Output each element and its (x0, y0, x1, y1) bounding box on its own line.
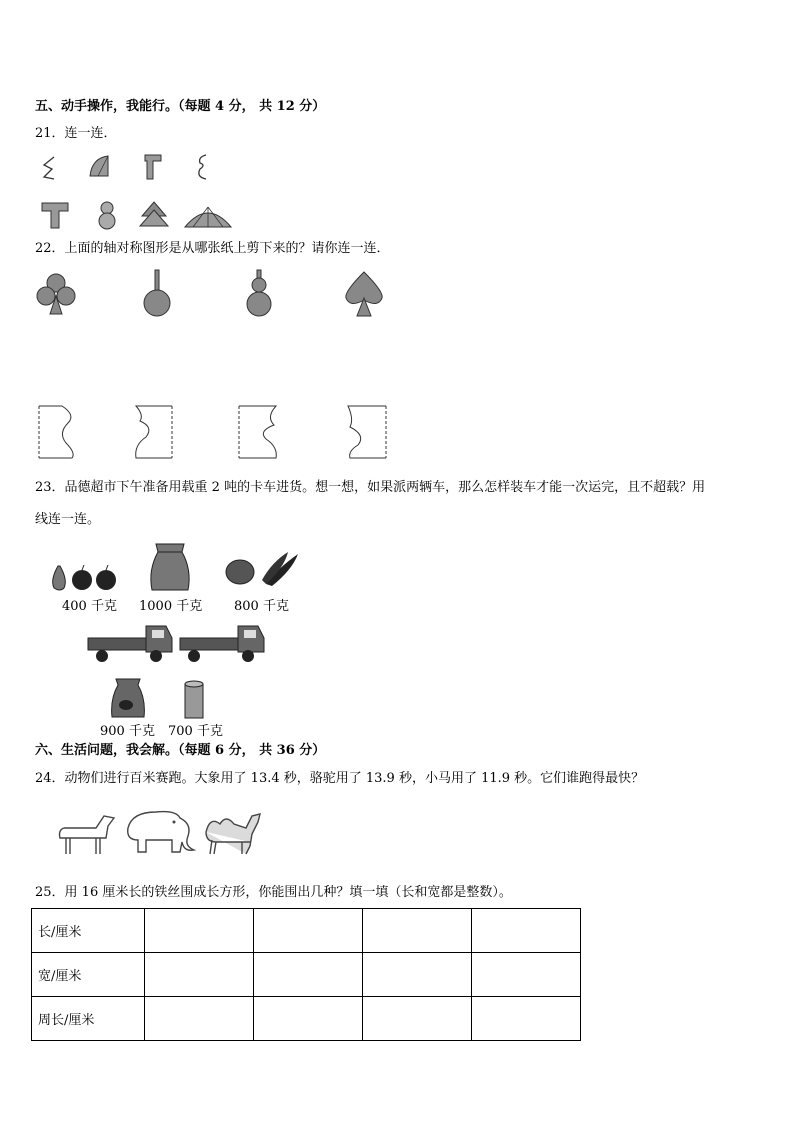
answer-cell[interactable] (254, 909, 363, 953)
truck-2-icon (178, 620, 268, 664)
goods-label-800: 800 千克 (234, 599, 289, 614)
table-row (32, 997, 581, 1041)
question-25: 25．用 16 厘米长的铁丝围成长方形，你能围出几种？填一填（长和宽都是整数）。 (35, 885, 512, 900)
gourd-shape-icon (244, 268, 274, 318)
full-shape-gourd-icon (95, 200, 119, 230)
lollipop-shape-icon (140, 268, 174, 318)
camel-icon (202, 806, 264, 858)
half-shape-house-icon (143, 153, 163, 181)
barrel-icon (183, 680, 205, 720)
half-shape-zigzag-icon (40, 155, 60, 181)
answer-cell[interactable] (472, 953, 581, 997)
question-21: 21．连一连． (35, 126, 117, 141)
question-22: 22．上面的轴对称图形是从哪张纸上剪下来的？请你连一连． (35, 241, 390, 256)
answer-cell[interactable] (254, 953, 363, 997)
goods-label-900: 900 千克 (100, 724, 155, 739)
answer-cell[interactable] (363, 909, 472, 953)
row-label-perimeter: 周长/厘米 (32, 997, 145, 1041)
question-23-line-1: 23．品德超市下午准备用载重 2 吨的卡车进货。想一想，如果派两辆车，那么怎样装车才能一次运完，且不超载？用 (35, 480, 706, 495)
paper-piece-1-icon (38, 405, 78, 459)
vegetable-icon (222, 550, 302, 590)
answer-table (31, 908, 581, 1041)
goods-label-700: 700 千克 (168, 724, 223, 739)
fruit-icon (48, 562, 120, 592)
elephant-icon (122, 806, 198, 856)
table-row (32, 953, 581, 997)
answer-cell[interactable] (254, 997, 363, 1041)
horse-icon (56, 808, 120, 858)
club-shape-icon (36, 272, 76, 316)
full-shape-house-icon (40, 200, 70, 230)
question-24: 24．动物们进行百米赛跑。大象用了 13.4 秒，骆驼用了 13.9 秒，小马用了 11.9 秒。它们谁跑得最快？ (35, 771, 645, 786)
row-label-width: 宽/厘米 (32, 953, 145, 997)
question-23-line-2: 线连一连。 (35, 512, 101, 527)
sack-icon (146, 540, 194, 592)
paper-piece-3-icon (238, 405, 280, 459)
answer-cell[interactable] (145, 909, 254, 953)
paper-piece-2-icon (132, 405, 174, 459)
table-row (32, 909, 581, 953)
answer-cell[interactable] (363, 997, 472, 1041)
answer-cell[interactable] (145, 997, 254, 1041)
half-shape-gourd-icon (196, 153, 210, 181)
row-label-length: 长/厘米 (32, 909, 145, 953)
answer-cell[interactable] (145, 953, 254, 997)
full-shape-umbrella-icon (183, 203, 233, 231)
spade-shape-icon (342, 270, 386, 318)
section-5-heading: 五、动手操作，我能行。（每题 4 分， 共 12 分） (35, 99, 326, 114)
goods-label-1000: 1000 千克 (139, 599, 203, 614)
answer-cell[interactable] (472, 909, 581, 953)
section-6-heading: 六、生活问题，我会解。（每题 6 分， 共 36 分） (35, 743, 326, 758)
truck-1-icon (86, 620, 176, 664)
full-shape-tree-icon (138, 200, 170, 230)
answer-cell[interactable] (363, 953, 472, 997)
paper-piece-4-icon (346, 405, 388, 459)
answer-cell[interactable] (472, 997, 581, 1041)
bag-icon (108, 675, 148, 719)
goods-label-400: 400 千克 (62, 599, 117, 614)
half-shape-umbrella-icon (88, 152, 112, 180)
